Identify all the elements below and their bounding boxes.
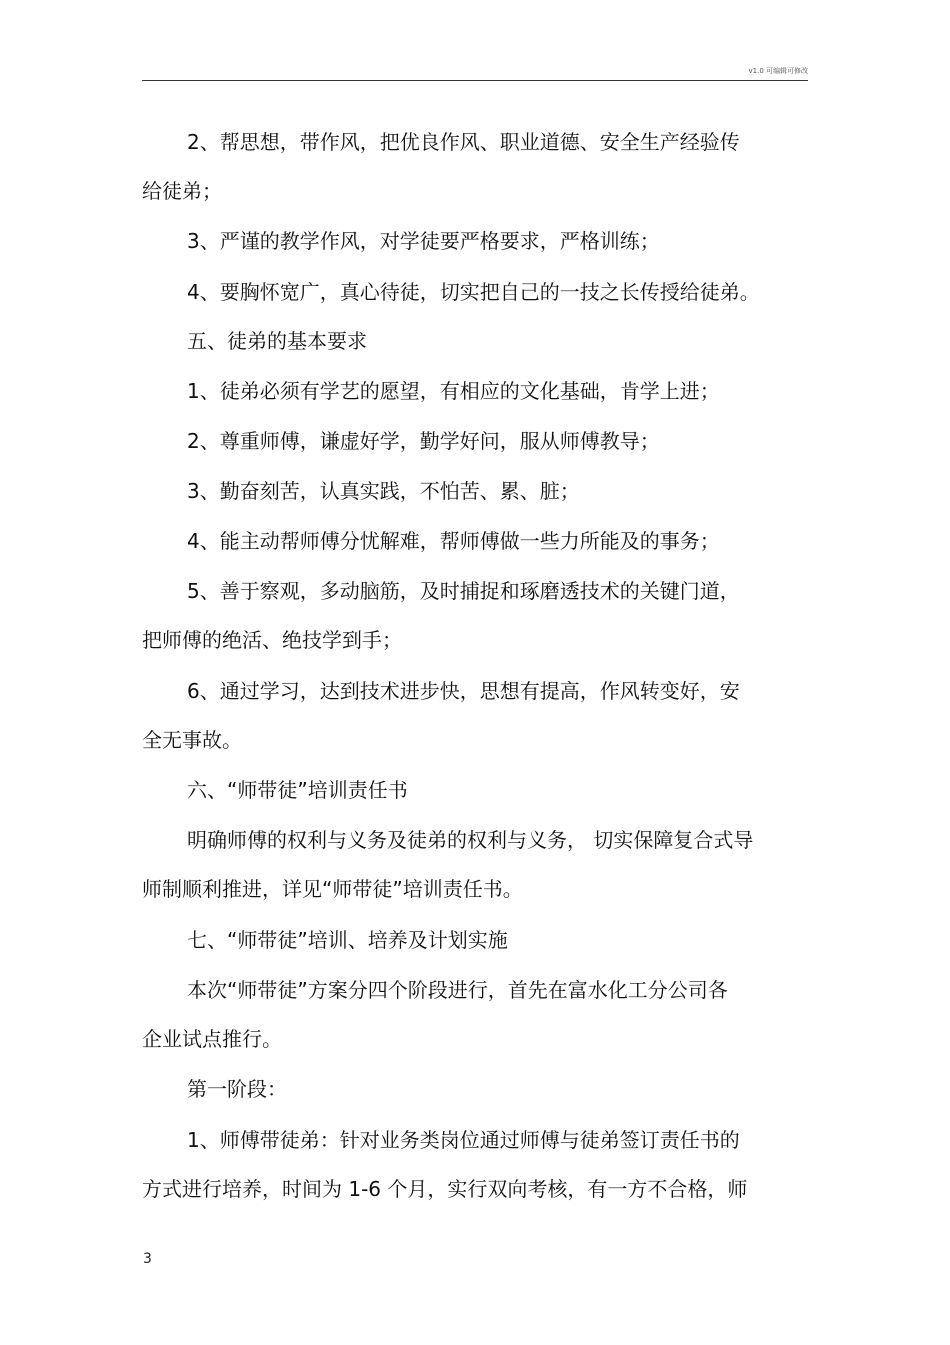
paragraph-line: 企业试点推行。 <box>142 1027 282 1051</box>
paragraph-line: 全无事故。 <box>142 728 242 752</box>
header-divider <box>142 80 808 81</box>
paragraph-line: 师制顺利推进，详见“师带徒”培训责任书。 <box>142 877 523 901</box>
paragraph-line: 6、通过学习，达到技术进步快，思想有提高，作风转变好，安 <box>187 679 740 703</box>
page-number: 3 <box>143 1251 152 1267</box>
paragraph-line: 给徒弟； <box>142 179 222 203</box>
paragraph-line: 3、勤奋刻苦，认真实践，不怕苦、累、脏； <box>187 479 580 503</box>
paragraph-line: 1、徒弟必须有学艺的愿望，有相应的文化基础，肯学上进； <box>187 379 720 403</box>
section-heading: 五、徒弟的基本要求 <box>187 329 367 353</box>
section-heading: 七、“师带徒”培训、培养及计划实施 <box>187 928 508 952</box>
paragraph-line: 3、严谨的教学作风，对学徒要严格要求，严格训练； <box>187 229 660 253</box>
paragraph-line: 方式进行培养，时间为 1-6 个月，实行双向考核，有一方不合格，师 <box>142 1177 748 1201</box>
paragraph-line: 5、善于察观，多动脑筋，及时捕捉和琢磨透技术的关键门道， <box>187 579 740 603</box>
subsection-heading: 第一阶段： <box>187 1077 287 1101</box>
header-version-text: v1.0 可编辑可修改 <box>748 67 808 75</box>
section-heading: 六、“师带徒”培训责任书 <box>187 778 408 802</box>
paragraph-line: 明确师傅的权利与义务及徒弟的权利与义务， 切实保障复合式导 <box>187 828 754 852</box>
paragraph-line: 4、要胸怀宽广，真心待徒，切实把自己的一技之长传授给徒弟。 <box>187 280 760 304</box>
paragraph-line: 2、帮思想，带作风，把优良作风、职业道德、安全生产经验传 <box>187 130 740 154</box>
paragraph-line: 把师傅的绝活、绝技学到手； <box>142 628 402 652</box>
paragraph-line: 2、尊重师傅，谦虚好学，勤学好问，服从师傅教导； <box>187 429 660 453</box>
paragraph-line: 本次“师带徒”方案分四个阶段进行，首先在富水化工分公司各 <box>187 978 728 1002</box>
paragraph-line: 4、能主动帮师傅分忧解难，帮师傅做一些力所能及的事务； <box>187 529 720 553</box>
paragraph-line: 1、师傅带徒弟：针对业务类岗位通过师傅与徒弟签订责任书的 <box>187 1128 740 1152</box>
